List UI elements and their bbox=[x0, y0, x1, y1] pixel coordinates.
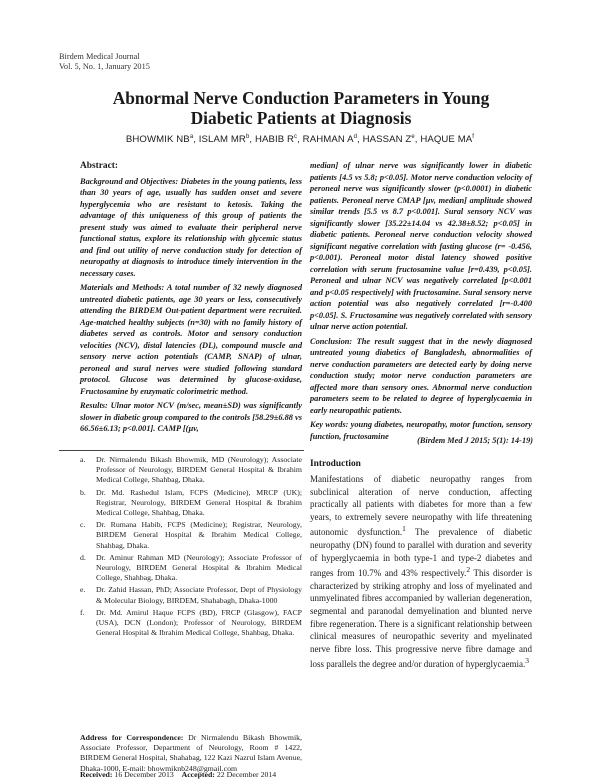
author: RAHMAN A bbox=[302, 134, 354, 146]
author: ISLAM MR bbox=[198, 134, 246, 146]
author: HAQUE MA bbox=[420, 134, 473, 146]
dates: Received: 16 December 2013 Accepted: 22 December 2014 bbox=[80, 770, 277, 779]
journal-volume: Vol. 5, No. 1, January 2015 bbox=[59, 62, 150, 71]
affiliation-item: a. Dr. Nirmalendu Bikash Bhowmik, MD (Neurology); Associate Professor of Neurology, BIRDEM General Hospital & Ibrahim Medical College, Shahbag, Dhaka. bbox=[80, 455, 302, 485]
introduction-heading: Introduction bbox=[310, 459, 361, 469]
abstract-conclusion: Conclusion: The result suggest that in the newly diagnosed untreated young diabetics of Bangladesh, abnormalities of nerve conduction parameters are detected early by doing nerve conduction study; motor nerve conduction parameters are affected more than sensory ones. Abnormal nerve conduction parameters seem to be related to degree of hyperglycaemia in early neuropathic patients. bbox=[310, 336, 532, 415]
affiliation-item: c. Dr. Rumana Habib, FCPS (Medicine); Registrar, Neurology, BIRDEM General Hospital & Ibrahim Medical College, Shahbag, Dhaka. bbox=[80, 520, 302, 550]
affiliation-item: d. Dr. Aminur Rahman MD (Neurology); Associate Professor of Neurology, BIRDEM General Hospital & Ibrahim Medical College, Shahbag, Dhaka. bbox=[80, 552, 302, 583]
abstract-results-cont: median] of ulnar nerve was significantly lower in diabetic patients [4.5 vs 5.8; p<0.05]. Motor nerve conduction velocity of peroneal nerve was significantly slower (p<0.0001) in diabetic patients. Peroneal nerve CMAP [µv, median] amplitude showed similar trends [5.5 vs 8.7 p<0.001]. Sural sensory NCV was significantly slower [35.22±14.04 vs 42.38±8.52; p<0.05] in diabetic patients. Peroneal nerve conduction velocity showed significant negative correlation with fasting glucose (r= -0.456, p<0.001). Peroneal motor distal latency showed positive correlation with serum fructosamine value [r=0.439, p<0.05]. Peroneal and ulnar NCV was negatively correlated [p<0.001 and p<0.05 respectively] with fructosamine. Sural sensory nerve action potential was also negatively correlated [r=-0.400 p<0.05]. S. Fructosamine was negatively correlated with sensory ulnar nerve action potential. bbox=[310, 161, 532, 331]
abstract-heading: Abstract: bbox=[80, 161, 119, 171]
affiliation-item: f. Dr. Md. Amirul Haque FCPS (BD), FRCP (Glasgow), FACP (USA), DCN (London); Professor of Neurology, BIRDEM General Hospital & Ibrahim Medical College, Shahbag, Dhaka. bbox=[80, 607, 302, 638]
reference-marker: 1 bbox=[402, 524, 406, 534]
abstract-background: Background and Objectives: Diabetes in the young patients, less than 30 years of age, usually has sudden onset and severe hyperglycemia who are resistant to ketosis. Taking the advantage of this uniqueness of this group of patients the present study was aimed to evaluate their peripheral nerve functional status, explore its relationship with glycemic status and find out utility of nerve conduction study for detection of neuropathy at diagnosis to introduce timely intervention in the necessary cases. bbox=[80, 176, 302, 278]
keywords: Key words: young diabetes, neuropathy, motor function, sensory function, fructosamine bbox=[310, 420, 533, 441]
introduction-text: Manifestations of diabetic neuropathy ranges from subclinical alteration of nerve conduction, affecting practically all patients with diabetes for more than a few years, to extremely severe neuropathy with life threatening autonomic dysfunction.$^1$ The prevalence of diabetic neuropathy (DN) found to parallel with duration and severity of hyperglycaemia in both type-1 and type-2 diabetes and ranges from 10.7% and 43% respectively.$^2$ This disorder is characterized by striking atrophy and loss of myelinated and unmyelinated fibres accompanied by wallerian degeneration, segmental and paranodal demyelination and blunted nerve fibre regeneration. There is a significant relationship between clinical measures of neuropathic severity and myelinated nerve fibre loss. This progressive nerve fibre damage and loss parallels the degree and/or duration of hyperglycaemia.$^3$ bbox=[310, 474, 532, 670]
correspondence-address: Address for Correspondence: Dr Nirmalendu Bikash Bhowmik, Associate Professor, Department of Neurology, Room # 1422, BIRDEM General Hospital, Shahabag, 122 Kazi Nazrul Islam Avenue, Dhaka-1000, E-mail: bhowmiknb248@gmail.com bbox=[80, 733, 302, 773]
journal-header bbox=[59, 52, 150, 72]
abstract-left-column bbox=[80, 160, 302, 438]
reference-marker: 3 bbox=[525, 656, 530, 666]
paper-title: Abnormal Nerve Conduction Parameters in Young Diabetic Patients at Diagnosis bbox=[112, 88, 490, 128]
affiliation-item: e. Dr. Zahid Hassan, PhD; Associate Professor, Dept of Physiology & Molecular Biology, BIRDEM, Shahabagh, Dhaka-1000 bbox=[80, 585, 302, 605]
journal-name: Birdem Medical Journal bbox=[59, 52, 140, 61]
abstract-right-column bbox=[310, 160, 532, 445]
citation: (Birdem Med J 2015; 5(1): 14-19) bbox=[417, 436, 533, 445]
affiliations bbox=[80, 455, 302, 640]
reference-marker: 2 bbox=[466, 565, 471, 575]
author: BHOWMIK NB bbox=[125, 134, 190, 146]
author-list: BHOWMIK $NB^a$, ISLAM $MR^b$, HABIB $R^c$, RAHMAN $A^d$, HASSAN $Z^e$, HAQUE $MA^f$ bbox=[125, 134, 475, 146]
abstract-results-start: Results: Ulnar motor NCV (m/sec, mean±SD) was significantly slower in diabetic group compared to the controls [58.29±6.88 vs 66.56±6.13; p<0.001]. CAMP [(µv, bbox=[80, 401, 302, 433]
abstract-methods: Materials and Methods: A total number of 32 newly diagnosed untreated diabetic patients, age 30 years or less, consecutively attending the BIRDEM Out-patient department were recruited. Age-matched healthy subjects (n=30) with no family history of diabetes served as controls. Motor and sensory conduction velocities (NCV), distal latencies (DL), compound muscle and sensory nerve action potentials (CAMP, SNAP) of ulnar, peroneal and sural nerves were studied following standard protocol. Glucose was determined by glucose-oxidase, Fructosamine by enzymatic colorimetric method. bbox=[80, 283, 302, 396]
author: HASSAN Z bbox=[362, 134, 412, 146]
footnote-divider bbox=[59, 450, 304, 451]
author: HABIB R bbox=[254, 134, 295, 146]
affiliation-item: b. Dr. Md. Rashedul Islam, FCPS (Medicine), MRCP (UK); Registrar, Neurology, BIRDEM General Hospital & Ibrahim Medical College, Shahbag, Dhaka. bbox=[80, 487, 302, 518]
